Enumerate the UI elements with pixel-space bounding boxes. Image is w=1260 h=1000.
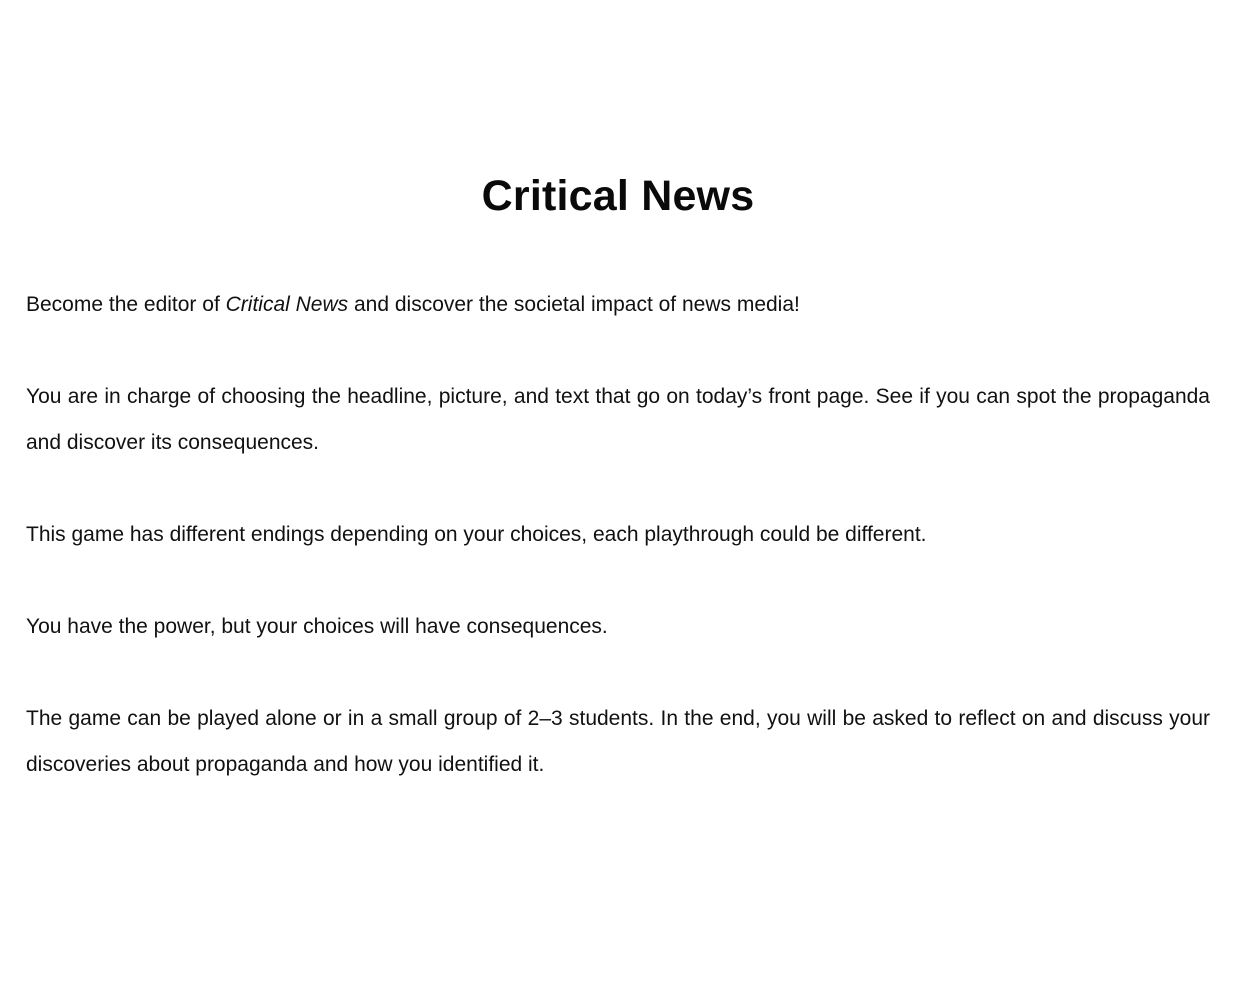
page-title: Critical News (481, 172, 755, 220)
group-play-paragraph: The game can be played alone or in a small group of 2–3 students. In the end, you will be asked to reflect on and discuss your discoveries about propaganda and how you identified it. (26, 707, 1210, 776)
intro-text-before: Become the editor of (26, 293, 226, 316)
instructions-paragraph: You are in charge of choosing the headline, picture, and text that go on today’s front page. See if you can spot the propaganda and discover its consequences. (26, 385, 1210, 454)
power-paragraph: You have the power, but your choices will have consequences. (26, 615, 608, 638)
intro-paragraph (26, 282, 1210, 328)
intro-text-after: and discover the societal impact of news media! (348, 293, 800, 316)
endings-paragraph: This game has different endings depending on your choices, each playthrough could be different. (26, 523, 927, 546)
intro-italic-title: Critical News (225, 293, 349, 316)
document-page (26, 0, 1210, 1000)
